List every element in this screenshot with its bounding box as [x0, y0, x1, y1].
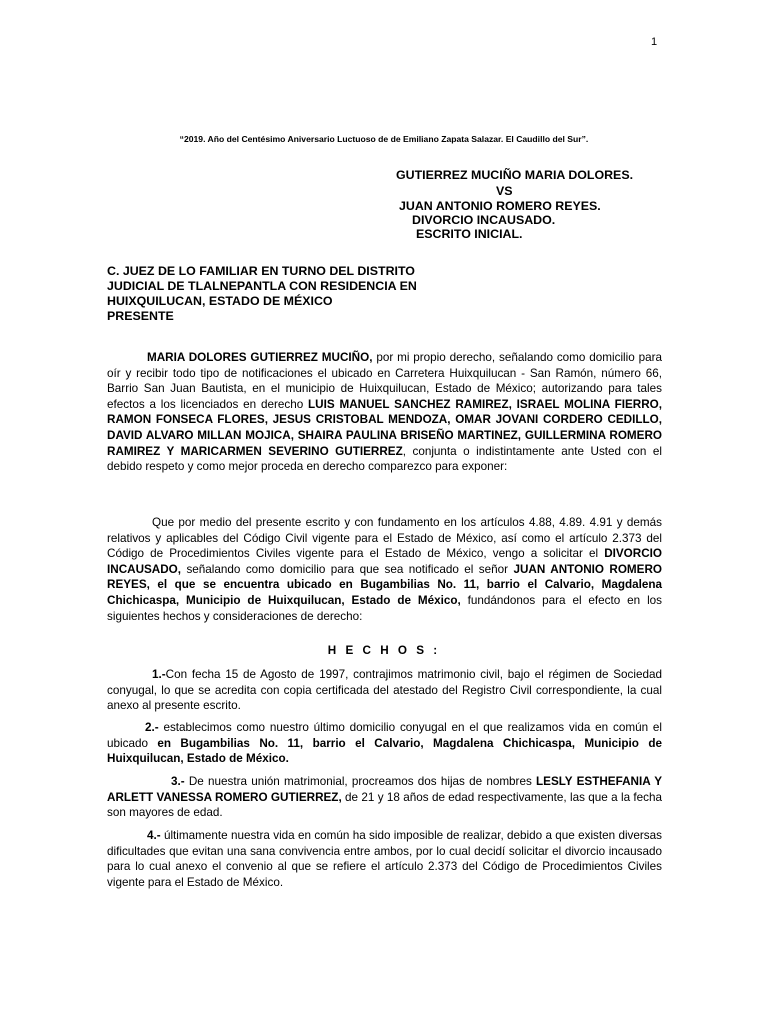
recipient-block: [107, 264, 487, 324]
fact-number: 4.-: [147, 829, 161, 842]
case-plaintiff: GUTIERREZ MUCIÑO MARIA DOLORES.: [396, 168, 634, 182]
marital-address: en Bugambilias No. 11, barrio el Calvario, Magdalena Chichicaspa, Municipio de Huixquilucan, Estado de México.: [107, 736, 662, 766]
recipient-line: PRESENTE: [107, 309, 174, 323]
fact-4: [107, 828, 662, 890]
fact-2: [107, 720, 662, 767]
defendant-address: JUAN ANTONIO ROMERO REYES, el que se encuentra ubicado en Bugambilias No. 11, barrio el Calvario, Magdalena Chichicaspa, Municipio de Huixquilucan, Estado de México,: [107, 562, 662, 607]
page-number: 1: [651, 36, 658, 48]
fact-number: 1.-: [152, 668, 166, 681]
case-document-type: ESCRITO INICIAL.: [416, 227, 523, 241]
fact-number: 3.-: [171, 775, 185, 788]
fact-number: 2.-: [145, 721, 159, 734]
plaintiff-name: MARIA DOLORES GUTIERREZ MUCIÑO,: [147, 351, 373, 364]
petition-text: Que por medio del presente escrito y con fundamento en los artículos 4.88, 4.89. 4.91 y demás relativos y aplicables del Código Civil vigente para el Estado de México, así como el artículo 2.373 del Código de Procedimientos Civiles vigente para el Estado de México, vengo a solicitar el: [107, 516, 662, 561]
children-names: LESLY ESTHEFANIA Y ARLETT VANESSA ROMERO GUTIERREZ,: [107, 775, 662, 804]
facts-heading: H E C H O S :: [327, 644, 441, 657]
recipient-line: C. JUEZ DE LO FAMILIAR EN TURNO DEL DISTRITO: [107, 264, 415, 278]
intro-text: , señalando como domicilio para oír y recibir todo tipo de notificaciones el ubicado en Carretera Huixquilucan - San Ramón, número 66, Barrio San Juan Bautista, en el municipio de Huixquilucan, Estado de México; autorizando para tales efectos a los licenciados en derecho: [107, 351, 662, 411]
case-versus: VS: [496, 184, 513, 198]
recipient-line: JUDICIAL DE TLALNEPANTLA CON RESIDENCIA EN: [107, 279, 417, 293]
intro-text: por mi propio derecho: [372, 351, 492, 364]
intro-text: , conjunta o indistintamente ante Usted con el debido respeto y como mejor proceda en derecho comparezco para exponer:: [107, 444, 663, 474]
petition-text: fundándonos para el efecto en los siguientes hechos y consideraciones de derecho:: [107, 593, 663, 623]
fact-1: [107, 667, 662, 714]
divorce-request: DIVORCIO INCAUSADO,: [107, 547, 662, 576]
intro-paragraph: [107, 350, 662, 475]
recipient-line: HUIXQUILUCAN, ESTADO DE MÉXICO: [107, 294, 333, 308]
petition-text: señalando como domicilio para que sea notificado el señor: [181, 562, 514, 576]
authorized-lawyers: LUIS MANUEL SANCHEZ RAMIREZ, ISRAEL MOLINA FIERRO, RAMON FONSECA FLORES, JESUS CRISTOBAL MENDOZA, OMAR JOVANI CORDERO CEDILLO, DAVID ALVARO MILLAN MOJICA, SHAIRA PAULINA BRISEÑO MARTINEZ, GUILLERMINA ROMERO RAMIREZ Y MARICARMEN SEVERINO GUTIERREZ: [107, 397, 662, 458]
case-defendant: JUAN ANTONIO ROMERO REYES.: [399, 199, 601, 213]
commemorative-motto: “2019. Año del Centésimo Aniversario Luctuoso de de Emiliano Zapata Salazar. El Caudillo del Sur”.: [179, 134, 589, 144]
fact-text: De nuestra unión matrimonial, procreamos dos hijas de nombres: [184, 775, 537, 788]
petition-paragraph: [107, 515, 662, 624]
fact-3: [107, 774, 662, 821]
case-type: DIVORCIO INCAUSADO.: [412, 213, 556, 227]
fact-text: de 21 y 18 años de edad respectivamente, las que a la fecha son mayores de edad.: [107, 790, 662, 820]
fact-text: establecimos como nuestro último domicilio conyugal en el que realizamos vida en común el ubicado: [107, 721, 662, 750]
fact-text: últimamente nuestra vida en común ha sido imposible de realizar, debido a que existen diversas dificultades que evitan una sana convivencia entre ambos, por lo cual decidí solicitar el divorcio incausado para lo cual anexo el convenio al que se refiere el artículo 2.373 del Código de Procedimientos Civiles vigente para el Estado de México.: [107, 829, 662, 889]
fact-text: Con fecha 15 de Agosto de 1997, contrajimos matrimonio civil, bajo el régimen de Sociedad conyugal, lo que se acredita con copia certificada del atestado del Registro Civil correspondiente, la cual anexo al presente escrito.: [107, 668, 662, 713]
